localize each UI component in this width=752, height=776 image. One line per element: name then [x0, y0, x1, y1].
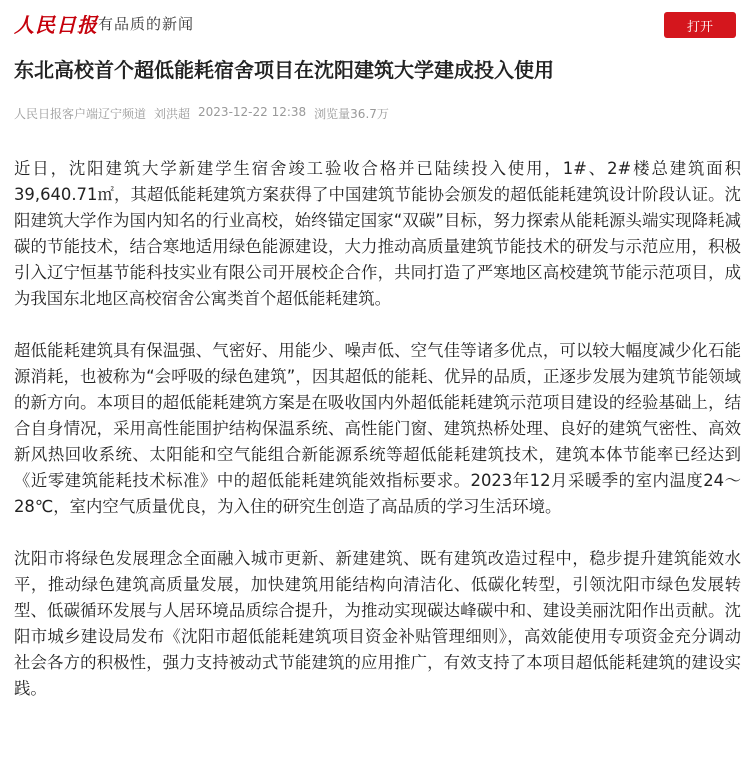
article-paragraph: 沈阳市将绿色发展理念全面融入城市更新、新建建筑、既有建筑改造过程中，稳步提升建筑能效水平，推动绿色建筑高质量发展，加快建筑用能结构向清洁化、低碳化转型，引领沈阳市绿色发展转型、低碳循环发展与人居环境品质综合提升，为推动实现碳达峰碳中和、建设美丽沈阳作出贡献。沈阳市城乡建设局发布《沈阳市超低能耗建筑项目资金补贴管理细则》，高效能使用专项资金充分调动社会各方的积极性，强力支持被动式节能建筑的应用推广，有效支持了本项目超低能耗建筑的建设实践。: [14, 549, 741, 698]
article-paragraph: 近日，沈阳建筑大学新建学生宿舍竣工验收合格并已陆续投入使用，1#、2#楼总建筑面积39,640.71㎡，其超低能耗建筑方案获得了中国建筑节能协会颁发的超低能耗建筑设计阶段认证。沈阳建筑大学作为国内知名的行业高校，始终锚定国家“双碳”目标，努力探索从能耗源头端实现降耗减碳的节能技术，结合寒地适用绿色能源建设，大力推动高质量建筑节能技术的研发与示范应用，积极引入辽宁恒基节能科技实业有限公司开展校企合作，共同打造了严寒地区高校建筑节能示范项目，成为我国东北地区高校宿舍公寓类首个超低能耗建筑。: [14, 159, 741, 308]
article-source[interactable]: 人民日报客户端辽宁频道: [14, 107, 147, 121]
top-bar: [0, 0, 752, 50]
article-body: [14, 156, 741, 728]
article-datetime: 2023-12-22 12:38: [198, 105, 307, 119]
article-meta: [14, 105, 389, 122]
article-title: 东北高校首个超低能耗宿舍项目在沈阳建筑大学建成投入使用: [14, 58, 554, 82]
article-views: 浏览量36.7万: [314, 107, 389, 121]
article-paragraph: 超低能耗建筑具有保温强、气密好、用能少、噪声低、空气佳等诸多优点，可以较大幅度减少化石能源消耗，也被称为“会呼吸的绿色建筑”，因其超低的能耗、优异的品质，正逐步发展为建筑节能领域的新方向。本项目的超低能耗建筑方案是在吸收国内外超低能耗建筑示范项目建设的经验基础上，结合自身情况，采用高性能围护结构保温系统、高性能门窗、建筑热桥处理、良好的建筑气密性、高效新风热回收系统、太阳能和空气能组合新能源系统等超低能耗建筑技术，建筑本体节能率已经达到《近零建筑能耗技术标准》中的超低能耗建筑能效指标要求。2023年12月采暖季的室内温度24～28℃，室内空气质量优良，为入住的研究生创造了高品质的学习生活环境。: [14, 341, 741, 516]
brand-slogan: 有品质的新闻: [98, 15, 195, 33]
article-author: 刘洪超: [154, 107, 191, 121]
open-app-button[interactable]: 打开: [664, 12, 736, 38]
brand-logo[interactable]: 人民日报: [14, 13, 98, 37]
